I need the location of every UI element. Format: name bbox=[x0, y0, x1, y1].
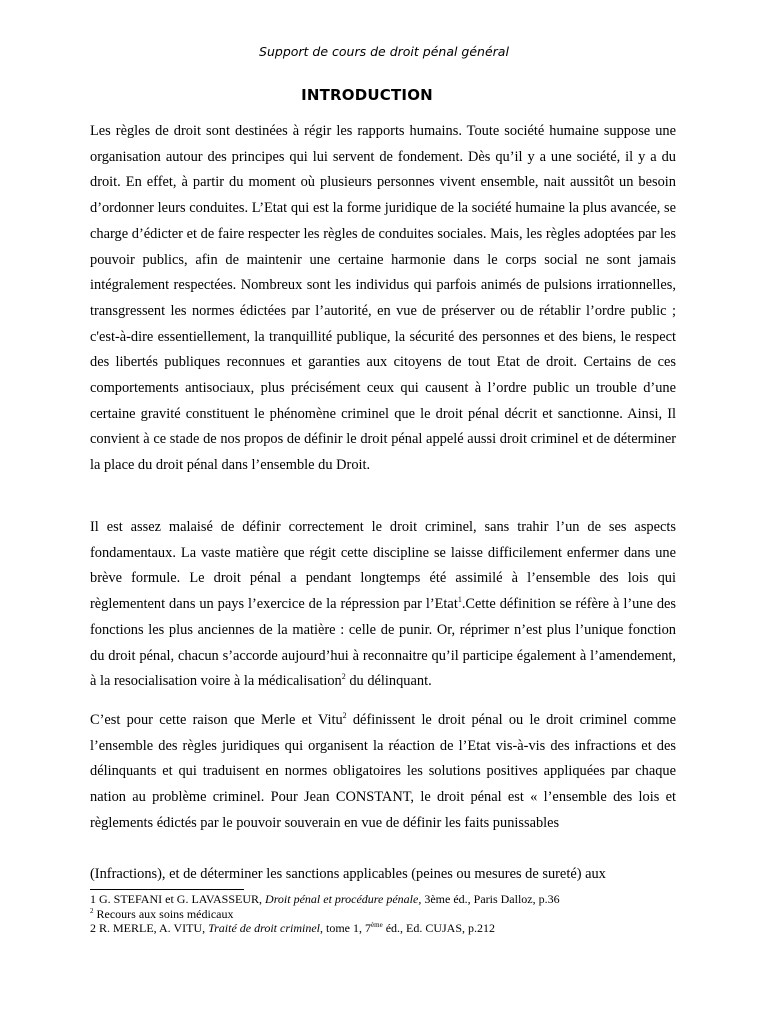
paragraph-merle-vitu bbox=[90, 708, 676, 837]
footnote-reference-3: 2 bbox=[342, 711, 347, 720]
paragraph-text: définissent le droit pénal ou le droit criminel comme l’ensemble des règles juridiques qui organisent la réaction de l’Etat vis-à-vis des infractions et des délinquants et qui traduisent en normes obligatoires les solutions positives appliquées par chaque nation au problème criminel. Pour Jean CONSTANT, le droit pénal est « l’ensemble des lois et règlements édictés par le pouvoir souverain en vue de définir les faits punissables bbox=[90, 712, 676, 831]
footnote-1 bbox=[90, 892, 690, 907]
footnote-text: , tome 1, 7 bbox=[320, 921, 372, 935]
footnote-2 bbox=[90, 907, 690, 922]
footnote-title: Droit pénal et procédure pénale, bbox=[265, 892, 422, 906]
footnotes bbox=[90, 892, 690, 936]
paragraph-continuation: (Infractions), et de déterminer les sanctions applicables (peines ou mesures de sureté) aux bbox=[90, 866, 606, 882]
paragraph-introduction: Les règles de droit sont destinées à régir les rapports humains. Toute société humaine suppose une organisation autour des principes qui lui servent de fondement. Dès qu’il y a une société, il y a du droit. En effet, à partir du moment où plusieurs personnes vivent ensemble, nait aussitôt un besoin d’ordonner leurs conduites. L’Etat qui est la forme juridique de la société humaine la plus avancée, se charge d’édicter et de faire respecter les règles de conduites sociales. Mais, les règles adoptées par les pouvoir publics, afin de maintenir une certaine harmonie dans le corps social ne sont jamais intégralement respectées. Nombreux sont les individus qui parfois animés de pulsions irrationnelles, transgressent les normes édictées par l’autorité, en vue de préserver ou de rétablir l’ordre public ; c'est-à-dire essentiellement, la tranquillité publique, la sécurité des personnes et des biens, le respect des libertés publiques reconnues et garanties aux citoyens de tout Etat de droit. Certains de ces comportements antisociaux, plus précisément ceux qui causent à l’ordre public un trouble d’une certaine gravité constituent le phénomène criminel que le droit pénal décrit et sanctionne. Ainsi, Il convient à ce stade de nos propos de définir le droit pénal appelé aussi droit criminel et de déterminer la place du droit pénal dans l’ensemble du Droit. bbox=[90, 123, 676, 474]
footnote-superscript: ème bbox=[371, 921, 383, 929]
paragraph-text: .Cette définition se réfère à l’une des fonctions les plus anciennes de la matière : celle de punir. Or, réprimer n’est plus l’unique fonction du droit pénal, chacun s’accorde aujourd’hui à reconnaitre qu’il participe également à l’amendement, à la resocialisation voire à la médicalisation bbox=[90, 596, 677, 690]
section-title: INTRODUCTION bbox=[301, 86, 433, 104]
paragraph-text: du délinquant. bbox=[345, 673, 432, 690]
footnote-text: éd., Ed. CUJAS, p.212 bbox=[382, 921, 496, 935]
paragraph-text: Il est assez malaisé de définir correctement le droit criminel, sans trahir l’un de ses aspects fondamentaux. La vaste matière que régit cette discipline se laisse difficilement enfermer dans une brève formule. Le droit pénal a pendant longtemps été assimilé à l’ensemble des lois qui règlementent dans un pays l’exercice de la répression par l’Etat bbox=[90, 519, 676, 613]
footnote-text: 1 G. STEFANI et G. LAVASSEUR, bbox=[90, 892, 266, 906]
running-header: Support de cours de droit pénal général bbox=[259, 44, 509, 59]
paragraph-text: C’est pour cette raison que Merle et Vitu bbox=[90, 712, 343, 728]
footnote-reference-1: 1 bbox=[457, 595, 462, 605]
paragraph-definition bbox=[90, 515, 676, 695]
footnote-reference-2: 2 bbox=[341, 672, 346, 682]
footnote-title: Traité de droit criminel bbox=[208, 921, 321, 935]
footnote-separator bbox=[90, 889, 244, 890]
footnote-text: 3ème éd., Paris Dalloz, p.36 bbox=[421, 892, 560, 906]
footnote-number: 2 bbox=[90, 906, 94, 915]
footnote-text: 2 R. MERLE, A. VITU, bbox=[90, 921, 209, 935]
footnote-text: Recours aux soins médicaux bbox=[93, 906, 234, 921]
footnote-3 bbox=[90, 921, 690, 936]
